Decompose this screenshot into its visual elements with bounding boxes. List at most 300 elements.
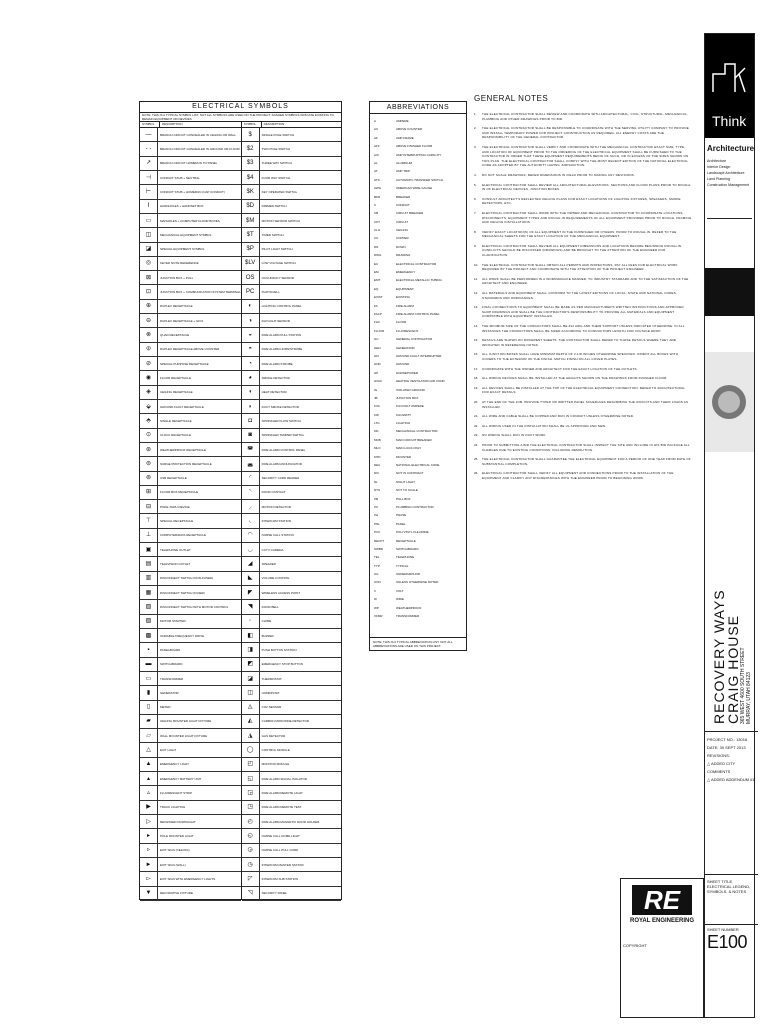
symbol-icon: ◖ [242,386,260,399]
symbol-description: THREE WAY SWITCH [261,161,292,166]
symbol-row [242,142,341,156]
symbol-row [242,844,341,858]
symbol-icon: $ [242,128,260,141]
abbreviation-key: FLR [374,320,380,325]
symbol-icon: ◹ [242,887,260,900]
symbol-icon: PC [242,285,260,298]
abbreviation-row [374,218,462,226]
abbreviation-row [374,427,462,435]
abbreviation-meaning: AMERICAN WIRE GAUGE [396,186,433,191]
symbol-icon: ⊛ [140,443,158,456]
general-note [474,457,692,466]
symbol-row [242,786,341,800]
abbreviation-key: NTS [374,488,380,493]
symbol-description: DIMMER SWITCH [261,204,287,209]
note-number: 26. [474,471,479,476]
symbol-description: SINGLE RECEPTACLE [160,418,192,423]
note-text: THE ELECTRICAL CONTRACTOR SHALL VERIFY AND COORDINATE WITH THE MECHANICAL CONTRACTOR EXACT SIZE, TYPE, AND LOCATION OF EQUIPMENT PRIOR TO THE ORDERING OF THE ELECTRICAL EQUIPMENT SHALL BE FURNISHED TO THE CONTRACTOR IN ORDER THAT THESE EQUIPMENT REQUIREMENTS BEING OF SUCH, OR IN EXCESS OF THE SIZES SHOWN ON THIS PLAN. THE ELECTRICAL CONTRACTOR SHALL COMPLY WITH THE MOST RECENT EDITION OF THE NATIONAL ELECTRICAL CODE AS ADOPTED BY THE AUTHORITY HAVING JURISDICTION. [482,144,689,168]
symbol-row [140,600,241,614]
symbol-row [140,815,241,829]
abbreviation-key: EMT [374,278,381,283]
abbreviation-meaning: ALUMINUM [396,160,413,165]
abbreviation-meaning: NOT TO SCALE [396,488,418,493]
abbreviation-key: NEC [374,463,381,468]
symbol-row [242,457,341,471]
symbol-row [140,572,241,586]
symbol-description: DISCONNECT SWITCH WITH MOTOR CONTROL [160,604,229,609]
note-number: 12. [474,291,479,296]
symbol-icon: ▩ [140,629,158,642]
symbol-row [140,357,241,371]
symbol-icon: $M [242,214,260,227]
symbol-description: HANDHOLES + HANDSET BOX [160,204,204,209]
project-address-1: 365 WEST 4600 SOUTH STREET [740,647,746,724]
note-number: 25. [474,457,479,462]
symbol-description: SECURITY CARD READER [261,476,300,481]
abbreviation-row [374,595,462,603]
abbreviation-key: PNL [374,521,380,526]
symbol-icon: △ [140,743,158,756]
abbreviation-row [374,335,462,343]
note-text: THE ELECTRICAL CONTRACTOR SHALL OBTAIN ALL PERMITS AND INSPECTIONS, PAY ALL FEES FOR ELECTRICAL WORK REQUIRED BY THE PROJECT AND COORDINATE WITH THE ATTENTION OF THE PROJECT ENGINEER. [482,262,678,272]
symbol-row [242,600,341,614]
abbreviation-row [374,285,462,293]
abbreviation-meaning: VOLT [396,588,404,593]
note-text: ALL MATERIALS AND EQUIPMENT SHALL CONFORM TO THE LATEST EDITIONS OF LOCAL, STATE AND NATIONAL CODES, STANDARDS AND ORDINANCES. [482,291,677,300]
abbreviation-meaning: GROUND [396,362,410,367]
project-info [705,731,758,784]
symbol-icon: ◘ [242,414,260,427]
abbreviation-key: EQ [374,286,379,291]
symbol-icon: ◶ [242,844,260,857]
symbol-icon: ⌇ [140,200,158,213]
symbol-row [242,214,341,228]
abbreviation-meaning: EQUIPMENT [396,286,414,291]
symbol-row [140,715,241,729]
abbreviation-meaning: HEATING VENTILATION AIR COND [396,379,445,384]
abbreviation-meaning: UNDERGROUND [396,572,420,577]
service-item: Construction Management [707,183,750,187]
symbol-icon: ⊣ [140,171,158,184]
abbreviation-key: UG [374,572,379,577]
abbreviation-row [374,193,462,201]
symbol-icon: ◮ [242,729,260,742]
symbol-icon: ◫ [140,228,158,241]
symbol-icon: ◞ [242,500,260,513]
symbol-icon: ⊖ [140,314,158,327]
abbreviation-key: NIC [374,471,380,476]
symbol-icon: ◦ [242,615,260,628]
symbol-row [242,500,341,514]
symbol-icon: ◬ [242,701,260,714]
symbol-description: TELEPHONE OUTLET [160,547,191,552]
abbreviation-key: MCB [374,437,381,442]
note-number: 17. [474,366,479,371]
symbol-description: BRANCH CIRCUIT HOMERUN TO PANEL [160,161,218,166]
symbol-description: CONDUIT STUB + NEUTRAL [160,175,200,180]
abbreviation-meaning: MECHANICAL CONTRACTOR [396,429,438,434]
symbol-description: BRANCH CIRCUIT CONCEALED IN CEILING OR WALL [160,132,237,137]
abbreviation-key: RECPT [374,538,385,543]
symbol-icon: ◯ [242,743,260,756]
general-note [474,305,692,319]
symbols-right-column [242,121,341,899]
symbol-icon: ◣ [242,572,260,585]
symbol-icon: ◚ [242,443,260,456]
symbol-row [242,615,341,629]
abbreviation-meaning: ELECTRICAL CONTRACTOR [396,261,437,266]
symbol-description: CHIME [261,619,272,624]
symbol-icon: ↗ [140,157,158,170]
symbol-description: CARBON MONOXIDE DETECTOR [261,719,309,724]
abbreviation-meaning: CEILING [396,228,409,233]
symbol-description: PILOT LIGHT SWITCH [261,247,293,252]
abbreviation-key: TEL [374,555,380,560]
symbol-icon: ◜ [242,472,260,485]
symbol-row [140,672,241,686]
symbol-row [140,829,241,843]
symbol-row [140,243,241,257]
note-number: 2. [474,126,477,131]
general-note [474,443,692,452]
abbreviation-row [374,260,462,268]
symbol-description: FOUR WAY SWITCH [261,175,291,180]
abbreviation-key: DN [374,244,379,249]
abbreviation-key: MC [374,429,379,434]
note-number: 23. [474,433,479,438]
symbol-description: FLOOR BOX RECEPTACLE [160,490,199,495]
symbol-description: DOOR BELL [261,604,279,609]
symbol-row [140,171,241,185]
symbols-note: NOTE: THIS IS A TYPICAL SYMBOL LIST, NOT ALL SYMBOLS ARE USED ON THE PROJECT. DASHED SYMBOLS INDICATE EXISTING TO REMAIN EQUIPMENT OR DEVICES. [140,113,341,122]
abbreviation-key: UON [374,580,381,585]
notes-title: GENERAL NOTES [474,94,549,103]
note-number: 19. [474,385,479,390]
symbol-description: FIRE ALARM REMOTE LIGHT [261,791,303,796]
symbol-icon: ⊢ [140,185,158,198]
symbol-row [242,128,341,142]
symbol-description: BRANCH CIRCUIT CONCEALED IN GROUND OR FLOOR [160,146,240,151]
symbol-icon: ⊜ [140,457,158,470]
abbreviation-key: TYP [374,563,380,568]
symbol-description: TRACK LIGHTING [160,805,186,810]
general-note [474,352,692,361]
abbreviation-row [374,469,462,477]
symbol-row [140,400,241,414]
symbol-row [140,200,241,214]
abbreviation-row [374,159,462,167]
symbol-row [140,185,241,199]
abbreviation-meaning: AMP INTERRUPTING CAPACITY [396,152,442,157]
abbreviation-row [374,612,462,620]
firm-name: Architecture [707,144,755,153]
symbol-row [140,701,241,715]
abbreviation-meaning: FLUORESCENT [396,328,419,333]
abbreviation-key: MTD [374,454,381,459]
note-number: 3. [474,144,477,149]
symbol-row [242,743,341,757]
general-note [474,112,692,121]
abbreviation-meaning: TYPICAL [396,563,409,568]
symbol-row [140,729,241,743]
symbol-description: FIRE ALARM STROBE [261,361,293,366]
symbol-icon: ⬙ [140,400,158,413]
general-note [474,338,692,347]
symbol-row [140,529,241,543]
abbreviation-meaning: WEATHERPROOF [396,605,422,610]
symbol-icon: ◒ [242,328,260,341]
general-notes [474,94,692,794]
symbol-icon: ► [140,858,158,871]
abbreviation-key: FA [374,303,378,308]
abbreviation-key: EC [374,261,379,266]
abbreviation-row [374,553,462,561]
royal-engineering-logo: RE [632,885,692,915]
revisions-label: REVISIONS: [707,753,730,758]
note-text: ELECTRICAL CONTRACTOR SHALL VERIFY ALL EQUIPMENT AND CONNECTIONS PRIOR TO THE INSTALLATION OF THE EQUIPMENT AND CLARIFY ANY DISCREPANCIES WITH THE ENGINEER PRIOR TO BEGINNING WORK. [482,471,674,480]
abbreviation-row [374,587,462,595]
symbol-icon: ▦ [140,586,158,599]
symbol-description: INTERCOM MASTER STATION [261,862,305,867]
general-note [474,291,692,300]
symbol-icon: ▶ [140,801,158,814]
abbreviation-row [374,167,462,175]
abbreviation-row [374,176,462,184]
note-text: DO NOT SCALE DRAWINGS; REFER DIMENSIONS IN FIELD PRIOR TO MAKING ANY REVISIONS. [482,172,635,177]
symbol-icon: ◕ [242,371,260,384]
abbreviation-row [374,117,462,125]
symbol-description: PHOTOCELL [261,290,280,295]
symbol-description: FIRE ALARM PULL STATION [261,333,302,338]
symbol-row [140,858,241,872]
abbreviation-key: PB [374,496,379,501]
symbol-description: WIRELESS ACCESS POINT [261,590,301,595]
abbreviation-row [374,344,462,352]
abbreviation-key: AIC [374,152,380,157]
symbol-description: CLOCK RECEPTACLE [160,433,191,438]
abbreviation-key: AC [374,127,379,132]
symbol-description: SPECIAL PURPOSE RECEPTACLE [160,361,209,366]
symbol-description: FLUORESCENT STRIP [160,791,192,796]
symbol-icon: ⊤ [140,514,158,527]
symbol-description: VOLUME CONTROL [261,576,290,581]
general-note [474,386,692,395]
abbreviation-key: AF [374,135,378,140]
abbreviation-meaning: FIRE ALARM CONTROL PANEL [396,311,440,316]
abbreviation-key: EM [374,270,379,275]
symbol-description: GAS DETECTOR [261,733,286,738]
symbol-icon: ⊘ [140,357,158,370]
symbol-description: FLOOR RECEPTACLE [160,375,191,380]
symbol-description: VARIABLE FREQUENCY DRIVE [160,633,205,638]
abbreviation-key: GC [374,337,379,342]
symbol-icon: ⊕ [140,300,158,313]
symbol-row [242,357,341,371]
abbreviation-key: W [374,597,377,602]
symbol-icon: ⊗ [140,328,158,341]
symbol-icon: ▸ [140,829,158,842]
abbreviation-meaning: TRANSFORMER [396,614,420,619]
stamp-seal [705,352,754,452]
abbreviation-key: NL [374,479,378,484]
abbreviation-key: AWG [374,186,382,191]
symbol-description: DUCT SMOKE DETECTOR [261,404,299,409]
abbreviation-row [374,394,462,402]
symbol-row [242,271,341,285]
abbreviation-key: EXIST [374,295,383,300]
symbol-description: SPECIAL EQUIPMENT SYMBOL [160,247,205,252]
symbol-description: SURGE PROTECTION RECEPTACLE [160,461,212,466]
symbol-icon: ◔ [242,357,260,370]
symbol-row [242,228,341,242]
symbol-description: MONITOR MODULE [261,762,290,767]
symbol-icon: ◪ [242,672,260,685]
abbreviation-row [374,276,462,284]
abbreviation-meaning: DRAWING [396,253,411,258]
symbol-description: SWITCHBOARD [160,662,183,667]
abbreviation-row [374,478,462,486]
symbol-icon: ◫ [242,686,260,699]
symbol-description: EMERGENCY BATTERY UNIT [160,776,202,781]
note-number: 15. [474,338,479,343]
abbreviation-key: AL [374,160,378,165]
abbreviation-row [374,184,462,192]
note-text: PRIOR TO SUBMITTING A BID THE ELECTRICAL CONTRACTOR SHALL INSPECT THE SITE AND INCLUDE IN HIS BID PACKAGE ALL CHARGES DUE TO EXISTING CONDITIONS, INCLUDING DEMOLITION. [482,442,690,452]
symbol-icon: $K [242,185,260,198]
symbol-description: PUSH BUTTON STATION [261,647,297,652]
symbol-description: TRANSFORMER [160,676,184,681]
symbol-description: DECORATIVE FIXTURE [160,891,193,896]
symbol-description: BUZZER [261,633,274,638]
abbreviation-row [374,201,462,209]
abbreviation-key: CKT [374,219,380,224]
abbreviation-meaning: GENERAL CONTRACTOR [396,337,433,342]
symbol-description: MANHOLES + COMPUTER FLOOR BOXES [160,218,220,223]
symbol-icon: ◷ [242,858,260,871]
symbol-row [242,829,341,843]
symbol-icon: ◴ [242,815,260,828]
symbol-description: METER [160,705,171,710]
abbreviation-meaning: MAIN CIRCUIT BREAKER [396,437,432,442]
abbreviation-key: CB [374,211,379,216]
abbreviation-key: ATS [374,177,380,182]
symbol-description: NURSE CALL STATION [261,533,294,538]
symbol-description: CO2 SENSOR [261,705,282,710]
note-number: 6. [474,196,477,201]
engineering-block [620,878,704,1018]
abbreviation-row [374,134,462,142]
symbols-title: ELECTRICAL SYMBOLS [140,102,341,113]
abbreviation-meaning: PHASE [396,513,407,518]
symbol-row [242,486,341,500]
abbreviation-row [374,520,462,528]
abbreviation-meaning: DOWN [396,244,406,249]
symbol-description: QUAD RECEPTACLE [160,333,190,338]
abbreviation-key: V [374,588,377,593]
symbol-icon: ▹ [140,844,158,857]
note-text: ELECTRICAL CONTRACTOR SHALL REVIEW ALL EQUIPMENT DIMENSIONS AND LOCATIONS BEFORE BEGINNING ROUGH-IN. CONFLICTS SHOULD BE DISCUSSED (DRAWINGS) AND BE BROUGHT TO THE ATTENTION OF THE ENGINEER FOR CLARIFICATION. [482,243,683,258]
symbol-row [140,872,241,886]
symbol-description: RECESSED DOWNLIGHT [160,819,196,824]
symbol-row [140,414,241,428]
symbol-icon: ⊙ [140,429,158,442]
symbol-row [140,214,241,228]
abbreviation-row [374,453,462,461]
symbol-row [242,772,341,786]
note-text: ALL WORK SHALL BE PERFORMED IN A WORKMANLIKE MANNER, TO INDUSTRY STANDARD AND TO THE SATISFACTION OF THE ARCHITECT AND ENGINEER. [482,276,689,286]
abbreviation-key: FLUOR [374,328,385,333]
symbol-row [140,457,241,471]
date: 30 SEPT 2013 [719,745,746,750]
symbol-description: FIRE ALARM CONTROL PANEL [261,447,306,452]
symbol-icon: ▣ [140,543,158,556]
general-note [474,126,692,140]
symbol-description: SPECIAL RECEPTACLE [160,519,194,524]
symbol-row [242,572,341,586]
symbol-description: OCCUPANCY SENSOR [261,275,295,280]
note-number: 14. [474,324,479,328]
abbreviation-key: GFI [374,353,379,358]
abbreviation-row [374,327,462,335]
sheet-number-label: SHEET NUMBER [707,927,739,932]
abbreviation-meaning: AMPERE [396,119,409,123]
symbol-row [140,271,241,285]
copyright-label: COPYRIGHT [623,943,647,948]
symbol-description: USB RECEPTACLE [160,476,187,481]
col-symbol-header: SYMBOL [140,121,160,127]
abbreviation-row [374,495,462,503]
symbol-description: FIRE ALARM ANNUNCIATOR [261,461,302,466]
abbreviation-meaning: CONDUIT [396,202,410,207]
abbreviation-meaning: NOT IN CONTRACT [396,471,424,476]
symbol-icon: OS [242,271,260,284]
symbol-icon: ⬘ [140,414,158,427]
symbol-icon: ◡ [242,543,260,556]
symbol-description: GENERATOR [160,690,179,695]
abbreviation-meaning: ABOVE FINISHED FLOOR [396,144,433,149]
revision-1: △ ADDED CITY COMMENTS [707,761,736,774]
note-text: ALL WIRE AND CABLE SHALL BE COPPER AND RUN IN CONDUIT UNLESS OTHERWISE NOTED. [482,414,635,419]
abbreviation-meaning: WIRE [396,597,404,602]
abbreviation-row [374,436,462,444]
symbol-icon: ▼ [140,887,158,900]
symbol-description: EXIT LIGHT [160,748,177,753]
symbol-icon: ⊡ [140,285,158,298]
symbol-row [140,615,241,629]
abbreviation-meaning: EMERGENCY [396,270,416,275]
symbol-description: GROUND FAULT RECEPTACLE [160,404,204,409]
symbol-icon: ▭ [140,672,158,685]
abbreviation-row [374,268,462,276]
symbol-icon: $4 [242,171,260,184]
symbol-icon: ◓ [242,343,260,356]
symbol-row [140,557,241,571]
general-note [474,230,692,239]
abbreviation-row [374,402,462,410]
abbreviations-footnote: NOTE: THIS IS A TYPICAL ABBREVIATION LIST. NOT ALL ABBREVIATIONS ARE USED ON THIS PROJECT. [370,637,466,650]
abbreviation-key: AT [374,169,378,174]
sheet-number-block [705,924,758,953]
abbreviation-key: IG [374,387,378,392]
note-number: 21. [474,414,479,419]
symbol-description: JUNCTION BOX + PULL [160,275,194,280]
note-number: 9. [474,243,477,248]
symbol-icon: — [140,128,158,141]
symbol-row [140,658,241,672]
symbol-icon: $2 [242,142,260,155]
symbol-description: CEILING MOUNTED LIGHT FIXTURE [160,719,212,724]
sheet-number: E100 [707,932,748,952]
